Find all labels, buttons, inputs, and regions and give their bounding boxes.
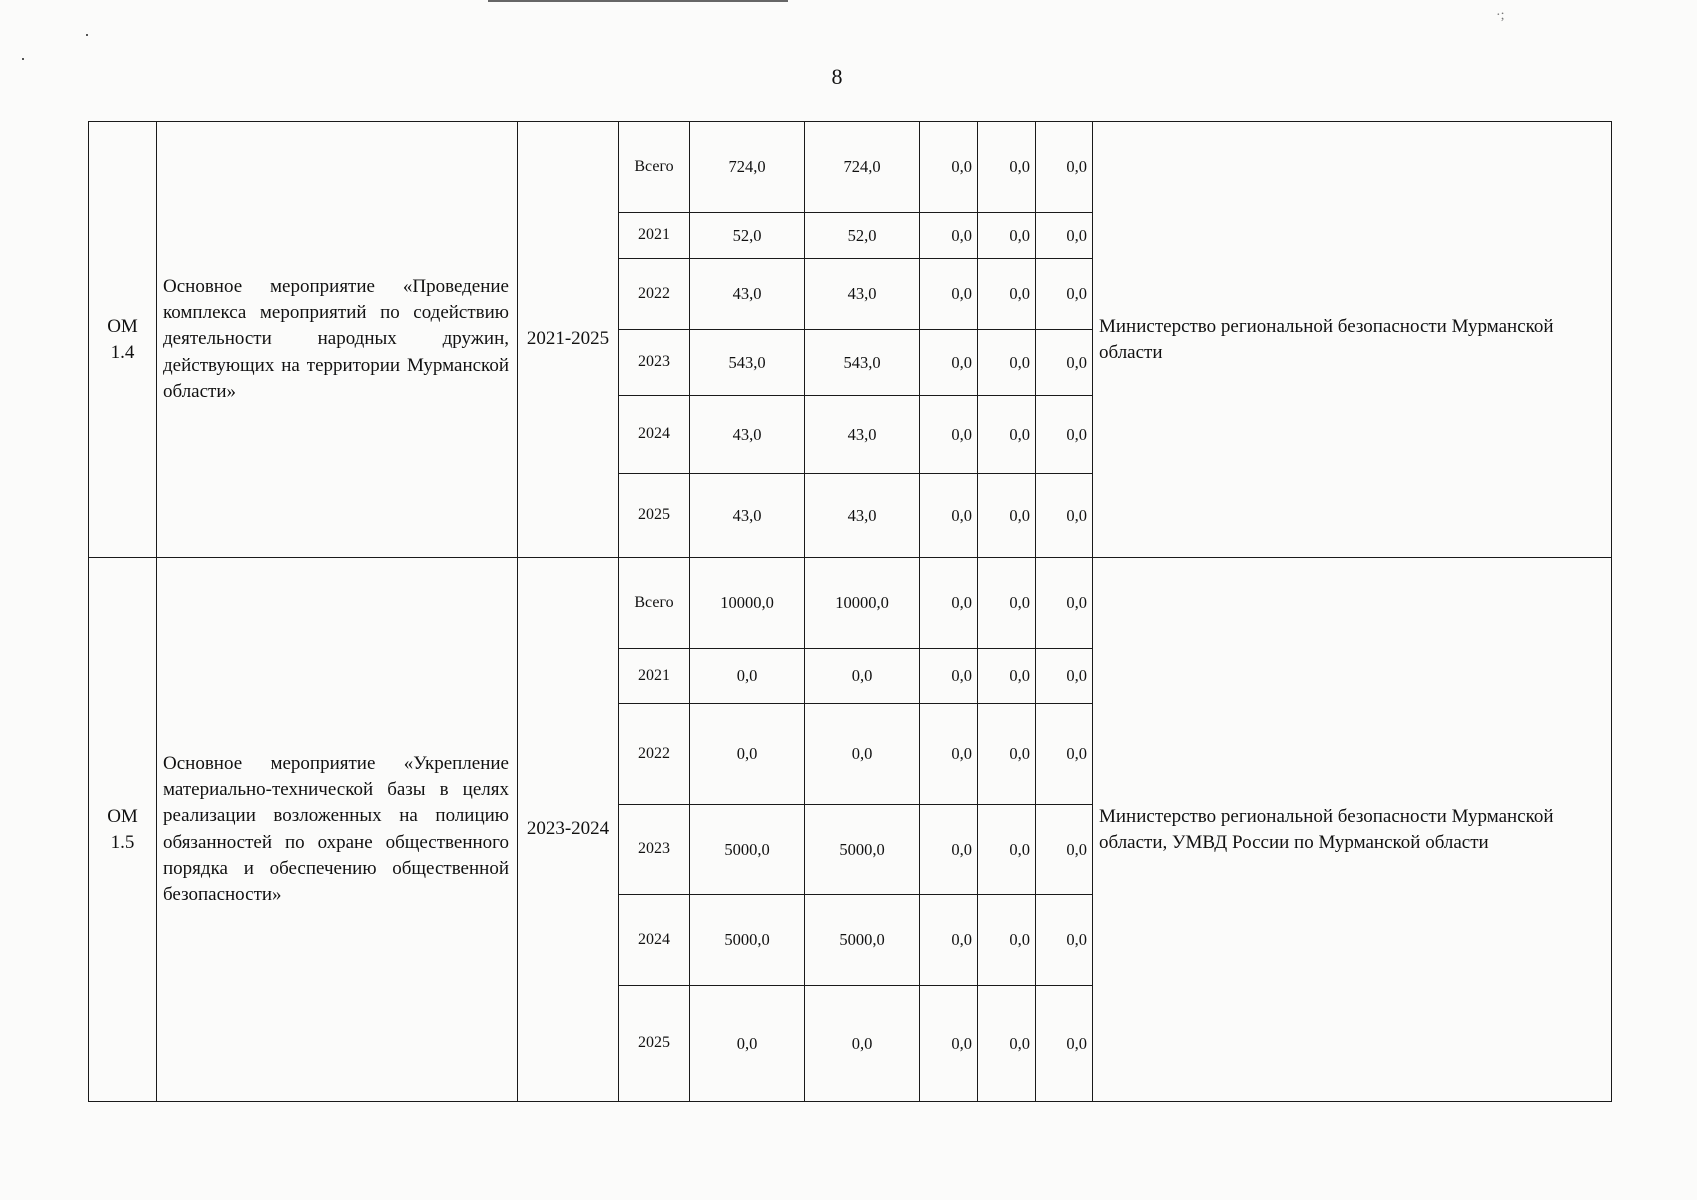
funding-regional: 0,0	[805, 649, 920, 704]
funding-local: 0,0	[978, 649, 1036, 704]
funding-federal: 0,0	[920, 986, 978, 1102]
funding-federal: 0,0	[920, 558, 978, 649]
funding-other: 0,0	[1036, 122, 1093, 213]
funding-total: 43,0	[690, 474, 805, 558]
funding-local: 0,0	[978, 805, 1036, 895]
funding-table	[88, 121, 1612, 1102]
event-period: 2023-2024	[518, 558, 619, 1102]
funding-local: 0,0	[978, 330, 1036, 396]
funding-regional: 43,0	[805, 396, 920, 474]
funding-other: 0,0	[1036, 259, 1093, 330]
funding-federal: 0,0	[920, 649, 978, 704]
funding-year: 2021	[619, 213, 690, 259]
scan-dot	[22, 58, 24, 60]
funding-year: 2024	[619, 895, 690, 986]
funding-other: 0,0	[1036, 396, 1093, 474]
table-row	[89, 558, 1612, 649]
funding-local: 0,0	[978, 122, 1036, 213]
funding-federal: 0,0	[920, 330, 978, 396]
funding-year: 2024	[619, 396, 690, 474]
funding-year: 2023	[619, 330, 690, 396]
funding-local: 0,0	[978, 895, 1036, 986]
funding-year: Всего	[619, 122, 690, 213]
funding-other: 0,0	[1036, 213, 1093, 259]
funding-regional: 543,0	[805, 330, 920, 396]
funding-year: 2025	[619, 986, 690, 1102]
funding-year: 2021	[619, 649, 690, 704]
funding-other: 0,0	[1036, 330, 1093, 396]
funding-local: 0,0	[978, 213, 1036, 259]
funding-total: 543,0	[690, 330, 805, 396]
funding-other: 0,0	[1036, 649, 1093, 704]
funding-local: 0,0	[978, 704, 1036, 805]
scan-artifact-glyph: ·;	[1496, 8, 1505, 23]
funding-total: 0,0	[690, 649, 805, 704]
event-title: Основное мероприятие «Проведение комплекса мероприятий по содействию деятельности народных дружин, действующих на территории Мурманской области»	[157, 122, 518, 558]
scan-dot	[86, 34, 88, 36]
funding-total: 43,0	[690, 259, 805, 330]
funding-regional: 43,0	[805, 259, 920, 330]
funding-other: 0,0	[1036, 474, 1093, 558]
funding-local: 0,0	[978, 259, 1036, 330]
funding-total: 0,0	[690, 704, 805, 805]
table-row	[89, 122, 1612, 213]
funding-other: 0,0	[1036, 805, 1093, 895]
funding-total: 52,0	[690, 213, 805, 259]
funding-federal: 0,0	[920, 259, 978, 330]
funding-local: 0,0	[978, 474, 1036, 558]
funding-other: 0,0	[1036, 895, 1093, 986]
funding-year: 2025	[619, 474, 690, 558]
funding-regional: 52,0	[805, 213, 920, 259]
funding-regional: 5000,0	[805, 805, 920, 895]
funding-local: 0,0	[978, 986, 1036, 1102]
event-code: ОМ 1.5	[89, 558, 157, 1102]
event-executor: Министерство региональной безопасности Мурманской области, УМВД России по Мурманской области	[1093, 558, 1612, 1102]
funding-year: 2023	[619, 805, 690, 895]
funding-total: 10000,0	[690, 558, 805, 649]
funding-year: 2022	[619, 259, 690, 330]
funding-federal: 0,0	[920, 474, 978, 558]
funding-federal: 0,0	[920, 213, 978, 259]
funding-federal: 0,0	[920, 805, 978, 895]
funding-regional: 0,0	[805, 986, 920, 1102]
funding-year: 2022	[619, 704, 690, 805]
funding-other: 0,0	[1036, 704, 1093, 805]
funding-regional: 724,0	[805, 122, 920, 213]
funding-other: 0,0	[1036, 986, 1093, 1102]
funding-regional: 5000,0	[805, 895, 920, 986]
funding-regional: 10000,0	[805, 558, 920, 649]
event-code: ОМ 1.4	[89, 122, 157, 558]
funding-year: Всего	[619, 558, 690, 649]
event-title: Основное мероприятие «Укрепление материально-технической базы в целях реализации возложенных на полицию обязанностей по охране общественного порядка и обеспечению общественной безопасности»	[157, 558, 518, 1102]
funding-federal: 0,0	[920, 704, 978, 805]
funding-total: 724,0	[690, 122, 805, 213]
funding-total: 43,0	[690, 396, 805, 474]
event-period: 2021-2025	[518, 122, 619, 558]
funding-federal: 0,0	[920, 396, 978, 474]
funding-regional: 0,0	[805, 704, 920, 805]
funding-total: 0,0	[690, 986, 805, 1102]
funding-total: 5000,0	[690, 805, 805, 895]
event-executor: Министерство региональной безопасности Мурманской области	[1093, 122, 1612, 558]
scan-top-line	[488, 0, 788, 2]
funding-federal: 0,0	[920, 122, 978, 213]
funding-other: 0,0	[1036, 558, 1093, 649]
funding-regional: 43,0	[805, 474, 920, 558]
funding-local: 0,0	[978, 396, 1036, 474]
funding-federal: 0,0	[920, 895, 978, 986]
page-number: 8	[831, 64, 843, 89]
funding-local: 0,0	[978, 558, 1036, 649]
funding-total: 5000,0	[690, 895, 805, 986]
